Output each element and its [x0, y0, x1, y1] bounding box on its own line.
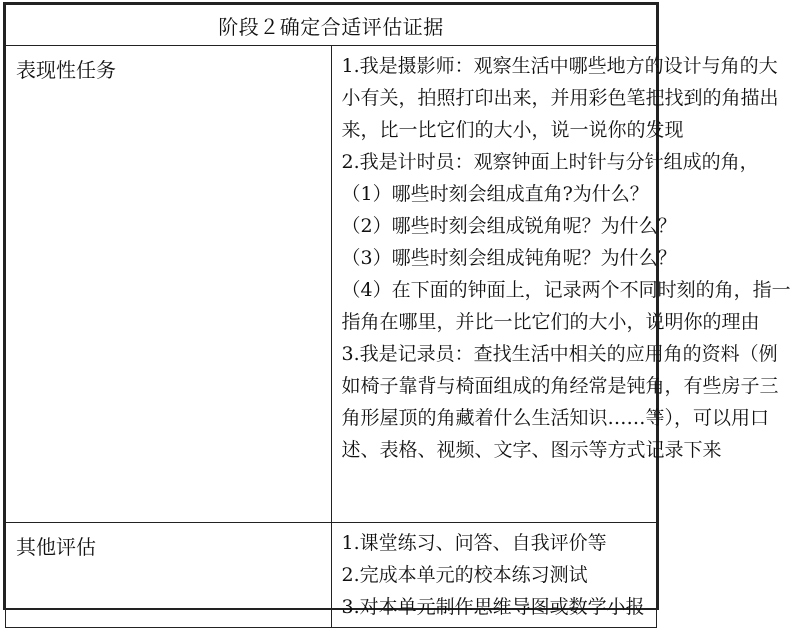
content-line: 2.完成本单元的校本练习测试 — [341, 564, 588, 586]
content-line: 述、表格、视频、文字、图示等方式记录下来 — [341, 439, 722, 461]
evidence-table-frame — [3, 2, 791, 618]
content-line: 2.我是计时员：观察钟面上时针与分针组成的角， — [341, 151, 759, 173]
content-line: 3.我是记录员：查找生活中相关的应用角的资料（例 — [341, 343, 778, 365]
row-content-performance-task — [331, 46, 791, 523]
content-line: 1.我是摄影师：观察生活中哪些地方的设计与角的大 — [341, 55, 778, 77]
content-line: 如椅子靠背与椅面组成的角经常是钝角，有些房子三 — [341, 375, 779, 397]
table-row — [6, 46, 657, 523]
content-line: 小有关，拍照打印出来，并用彩色笔把找到的角描出 — [341, 87, 779, 109]
row-label-performance-task: 表现性任务 — [6, 46, 332, 523]
content-line: 3.对本单元制作思维导图或数学小报 — [341, 596, 645, 618]
content-line: （1）哪些时刻会组成直角?为什么？ — [341, 183, 649, 205]
row-content-other-evaluation — [331, 523, 657, 628]
content-line: 来，比一比它们的大小，说一说你的发现 — [341, 119, 684, 141]
content-line: （3）哪些时刻会组成钝角呢？为什么？ — [341, 247, 677, 269]
content-line: 角形屋顶的角藏着什么生活知识……等），可以用口 — [341, 407, 770, 429]
content-line: （2）哪些时刻会组成锐角呢？为什么？ — [341, 215, 677, 237]
row-label-other-evaluation: 其他评估 — [6, 523, 332, 628]
content-line: 1.课堂练习、问答、自我评价等 — [341, 532, 607, 554]
content-line: （4）在下面的钟面上，记录两个不同时刻的角，指一 — [341, 279, 791, 301]
content-line: 指角在哪里，并比一比它们的大小，说明你的理由 — [341, 311, 760, 333]
evidence-table — [5, 4, 791, 628]
table-row — [6, 523, 657, 628]
table-title-row — [6, 5, 657, 46]
table-title: 阶段２确定合适评估证据 — [6, 5, 657, 46]
